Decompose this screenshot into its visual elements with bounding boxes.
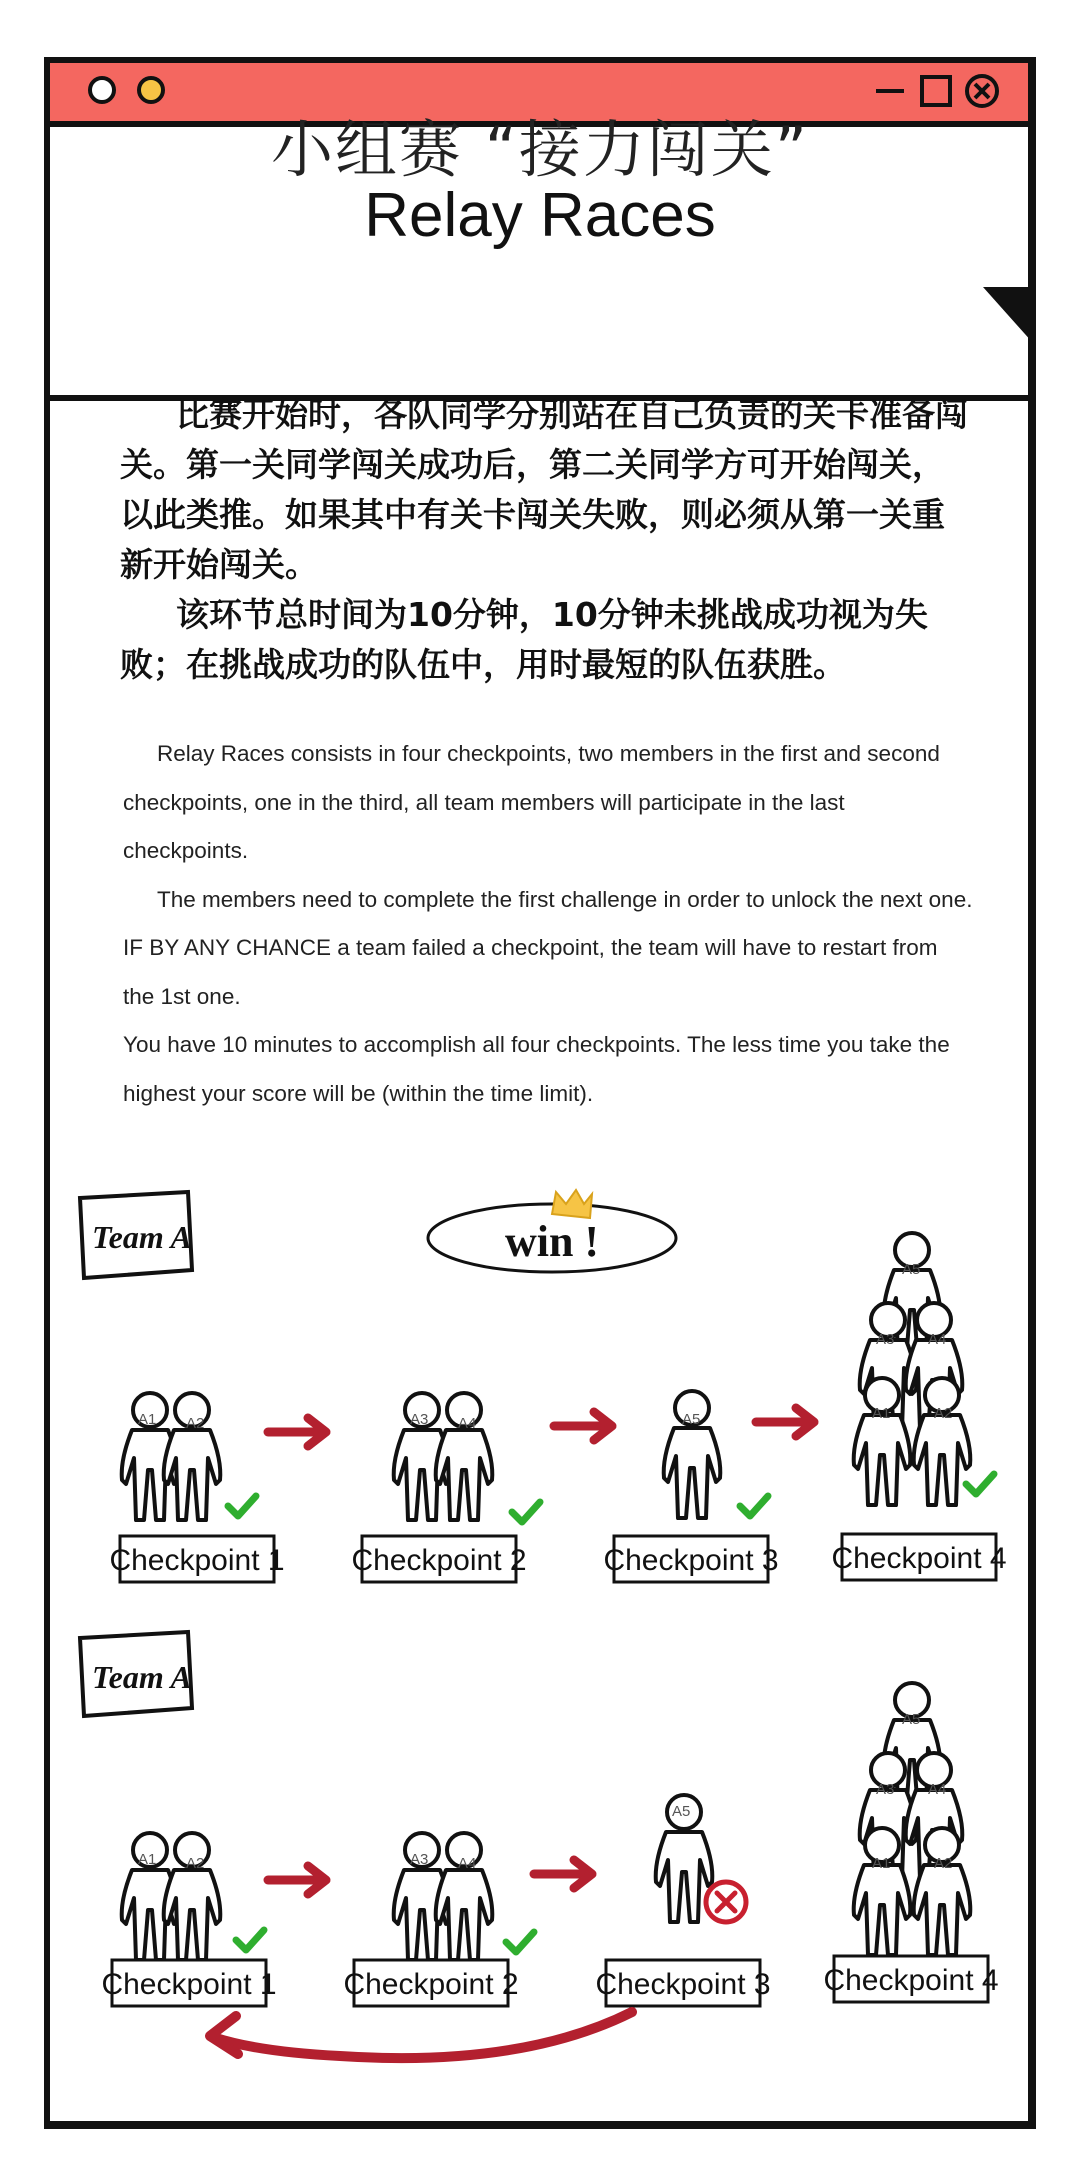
check-icon <box>966 1474 994 1494</box>
member-label: A2 <box>186 1415 205 1432</box>
member-label: A3 <box>876 1781 895 1798</box>
checkpoint-group-2 <box>394 1833 534 1960</box>
member-label: A5 <box>902 1261 921 1278</box>
rules-en-paragraph: The members need to complete the first challenge in order to unlock the next one. IF BY ANY CHANCE a team failed a checkpoint, the team will have to restart from the 1st one. <box>123 886 973 1009</box>
member-label: A1 <box>872 1855 891 1872</box>
team-flag <box>80 1632 192 1716</box>
checkpoint-group-3 <box>664 1391 768 1518</box>
rules-cn-paragraph: 该环节总时间为10分钟，10分钟未挑战成功视为失败；在挑战成功的队伍中，用时最短的队伍获胜。 <box>120 595 928 684</box>
rules-cn <box>120 390 970 690</box>
rules-cn-paragraph: 比赛开始时，各队同学分别站在自己负责的关卡准备闯关。第一关同学闯关成功后，第二关同学方可开始闯关，以此类推。如果其中有关卡闯关失败，则必须从第一关重新开始闯关。 <box>120 395 968 584</box>
team-label: Team A <box>92 1219 192 1255</box>
member-label: A1 <box>872 1405 891 1422</box>
checkpoint-box <box>603 1536 778 1582</box>
checkpoint-box <box>343 1960 518 2006</box>
check-icon <box>506 1932 534 1952</box>
fail-icon <box>706 1882 746 1922</box>
relay-diagram <box>0 1170 1080 2090</box>
corner-fold-decoration <box>983 287 1039 347</box>
checkpoint-label: Checkpoint 2 <box>343 1968 519 2001</box>
check-icon <box>236 1930 264 1950</box>
check-icon <box>228 1496 256 1516</box>
arrow-icon <box>534 1860 592 1888</box>
checkpoint-label: Checkpoint 3 <box>603 1544 779 1577</box>
member-label: A3 <box>410 1411 429 1428</box>
team-label: Team A <box>92 1659 192 1695</box>
page-title-en: Relay Races <box>364 181 716 250</box>
checkpoint-box <box>823 1956 998 2002</box>
member-label: A4 <box>928 1781 947 1798</box>
checkpoint-group-3-failed <box>656 1795 746 1922</box>
checkpoint-label: Checkpoint 1 <box>101 1968 277 2001</box>
checkpoint-box <box>595 1960 770 2006</box>
member-label: A5 <box>672 1803 691 1820</box>
member-label: A1 <box>138 1411 157 1428</box>
member-label: A5 <box>682 1411 701 1428</box>
checkpoint-group-2 <box>394 1393 540 1522</box>
checkpoint-box <box>831 1534 1006 1580</box>
win-bubble <box>428 1190 676 1272</box>
member-label: A4 <box>458 1415 477 1432</box>
checkpoint-group-4 <box>854 1233 994 1505</box>
member-label: A4 <box>928 1331 947 1348</box>
check-icon <box>512 1502 540 1522</box>
scenario-failure <box>80 1632 999 2058</box>
win-label: win ! <box>504 1217 600 1266</box>
scenario-success <box>80 1190 1007 1582</box>
team-flag <box>80 1192 192 1278</box>
checkpoint-label: Checkpoint 3 <box>595 1968 771 2001</box>
member-label: A2 <box>186 1855 205 1872</box>
checkpoint-group-1 <box>122 1833 264 1960</box>
checkpoint-box <box>109 1536 284 1582</box>
member-label: A2 <box>934 1405 953 1422</box>
checkpoint-label: Checkpoint 4 <box>823 1964 999 1997</box>
rules-en-paragraph: You have 10 minutes to accomplish all four checkpoints. The less time you take the highest your score will be (within the time limit). <box>123 1032 950 1106</box>
checkpoint-label: Checkpoint 1 <box>109 1544 285 1577</box>
member-label: A3 <box>876 1331 895 1348</box>
arrow-icon <box>554 1412 612 1440</box>
member-label: A5 <box>902 1711 921 1728</box>
restart-arrow-icon <box>210 2012 632 2058</box>
checkpoint-group-4 <box>854 1683 971 1955</box>
checkpoint-group-1 <box>122 1393 256 1520</box>
member-label: A4 <box>458 1855 477 1872</box>
checkpoint-label: Checkpoint 2 <box>351 1544 527 1577</box>
arrow-icon <box>268 1866 326 1894</box>
page-title-cn: 小组赛 “接力闯关” <box>271 113 809 186</box>
arrow-icon <box>268 1418 326 1446</box>
arrow-icon <box>756 1408 814 1436</box>
member-label: A3 <box>410 1851 429 1868</box>
rules-en-paragraph: Relay Races consists in four checkpoints, two members in the first and second checkpoints, one in the third, all team members will participate in the last checkpoints. <box>123 741 940 863</box>
check-icon <box>740 1496 768 1516</box>
rules-en <box>123 730 973 1118</box>
member-label: A2 <box>934 1855 953 1872</box>
checkpoint-box <box>101 1960 276 2006</box>
checkpoint-label: Checkpoint 4 <box>831 1542 1007 1575</box>
member-label: A1 <box>138 1851 157 1868</box>
crown-icon <box>552 1190 592 1218</box>
checkpoint-box <box>351 1536 526 1582</box>
